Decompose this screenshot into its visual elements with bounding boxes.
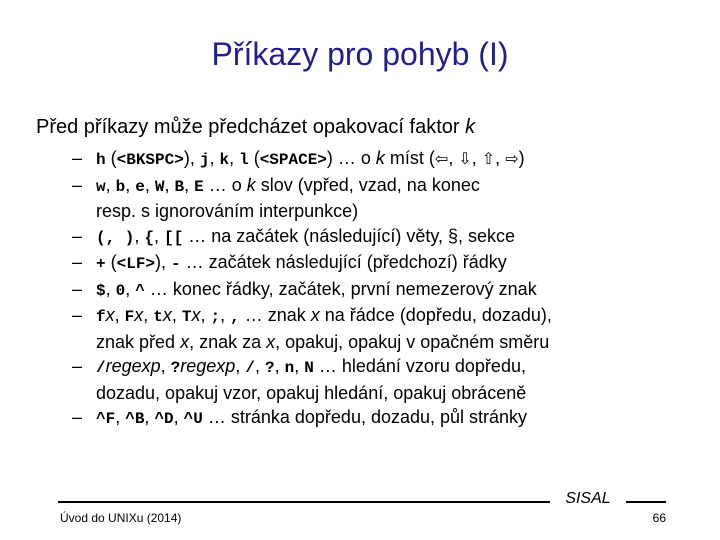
item-text: (: [105, 148, 117, 168]
command-key: <SPACE>: [259, 151, 327, 169]
italic-term: x: [162, 305, 172, 325]
item-text: slov (vpřed, vzad, na konec: [255, 174, 480, 195]
item-text: … o: [203, 174, 247, 195]
list-item: [72, 277, 672, 304]
list-item: [72, 303, 672, 354]
item-text: dozadu, opakuj vzor, opakuj hledání, opakuj obráceně: [96, 382, 527, 403]
bullet-dash: –: [72, 305, 83, 325]
item-text: … znak: [239, 305, 311, 325]
item-text: , opakuj, opakuj v opačném směru: [275, 331, 550, 352]
list-item: [72, 146, 672, 173]
italic-term: k: [246, 174, 256, 195]
command-key: ^F: [96, 410, 116, 428]
footer-sisal: SISAL: [565, 490, 611, 507]
command-key: ^U: [183, 410, 203, 428]
item-text: ) … o: [326, 148, 376, 168]
command-key: B: [174, 177, 185, 196]
command-key: W: [154, 177, 165, 196]
bullet-dash: –: [72, 174, 83, 195]
item-text: ,: [173, 407, 184, 427]
command-key: /: [245, 359, 255, 377]
item-text: ,: [115, 407, 126, 427]
footer-rule-left: [58, 501, 550, 503]
item-text: ,: [154, 225, 165, 246]
command-key: -: [171, 255, 181, 273]
command-key: ^B: [125, 410, 145, 428]
arrow-icon: ⇦: [434, 151, 449, 168]
item-text: , znak za: [189, 331, 267, 352]
command-key: T: [181, 308, 192, 326]
item-text: ,: [209, 148, 220, 168]
command-key: ;: [210, 308, 221, 326]
arrow-icon: ⇧: [481, 151, 496, 168]
command-key: n: [284, 359, 295, 377]
command-key: <BKSPC>: [116, 151, 184, 169]
item-text: … konec řádky, začátek, první nemezerový znak: [144, 278, 537, 299]
item-text: (: [248, 148, 260, 168]
item-text: ): [518, 148, 525, 168]
italic-term: regexp: [105, 356, 161, 376]
item-text: ,: [254, 356, 265, 376]
item-text: ,: [200, 305, 211, 325]
footer-rule-right: [626, 501, 666, 503]
list-item: [72, 173, 672, 224]
bullet-dash: –: [72, 225, 83, 246]
command-key: f: [96, 308, 106, 326]
item-text: ,: [144, 174, 155, 195]
arrow-icon: ⇩: [458, 151, 472, 168]
item-text: ,: [114, 305, 125, 325]
italic-term: x: [266, 331, 276, 352]
item-text: znak před: [96, 331, 181, 352]
command-key: ?: [170, 359, 181, 377]
footer-course: Úvod do UNIXu (2014): [60, 511, 182, 525]
command-key: w: [96, 177, 106, 196]
command-key: {: [144, 228, 155, 247]
item-text: … na začátek (následující) věty, §, sekce: [183, 225, 516, 246]
item-text: … hledání vzoru dopředu,: [313, 356, 526, 376]
item-text: ,: [235, 356, 246, 376]
item-text: … začátek následující (předchozí) řádky: [180, 252, 507, 272]
command-key: ?: [264, 359, 275, 377]
list-item: [72, 224, 672, 251]
command-list: [72, 146, 672, 432]
item-text: ,: [134, 225, 145, 246]
item-text: ,: [274, 356, 285, 376]
item-text: … stránka dopředu, dozadu, půl stránky: [202, 407, 528, 427]
italic-term: k: [375, 148, 385, 168]
item-text: ,: [184, 174, 195, 195]
item-text: ,: [294, 356, 305, 376]
item-text: (: [105, 252, 117, 272]
slide-title: Příkazy pro pohyb (I): [211, 36, 509, 72]
lead-text: [36, 116, 475, 139]
italic-term: regexp: [180, 356, 236, 376]
item-text: ,: [144, 407, 155, 427]
command-key: (, ): [96, 228, 135, 247]
item-text: ),: [183, 148, 200, 168]
item-text: ,: [125, 278, 136, 299]
item-text: resp. s ignorováním interpunkce): [96, 201, 359, 221]
list-item: [72, 405, 672, 432]
command-key: $: [96, 281, 106, 300]
bullet-dash: –: [72, 148, 83, 168]
item-text: ,: [164, 174, 175, 195]
command-key: j: [199, 151, 210, 169]
lead-text-variable: k: [465, 116, 476, 138]
command-key: ^: [135, 281, 145, 300]
item-text: ),: [155, 252, 172, 272]
italic-term: x: [191, 305, 201, 325]
item-text: ,: [125, 174, 136, 195]
item-text: míst (: [384, 148, 435, 168]
command-key: h: [96, 151, 106, 169]
command-key: N: [304, 359, 314, 377]
italic-term: x: [310, 305, 320, 325]
command-key: ^D: [154, 410, 174, 428]
italic-term: x: [134, 305, 144, 325]
italic-term: x: [105, 305, 115, 325]
command-key: t: [153, 308, 163, 326]
item-text: ,: [220, 305, 231, 325]
item-text: ,: [495, 148, 506, 168]
bullet-dash: –: [72, 278, 83, 299]
list-item: [72, 250, 672, 277]
command-key: <LF>: [116, 255, 156, 273]
item-text: ,: [471, 148, 482, 168]
command-key: ,: [230, 308, 240, 326]
item-text: ,: [105, 174, 116, 195]
bullet-dash: –: [72, 252, 83, 272]
bullet-dash: –: [72, 407, 83, 427]
command-key: /: [96, 359, 106, 377]
command-key: k: [219, 151, 230, 169]
command-key: [[: [164, 228, 184, 247]
command-key: +: [96, 255, 106, 273]
item-text: ,: [105, 278, 116, 299]
item-text: ,: [160, 356, 171, 376]
lead-text-main: Před příkazy může předcházet opakovací faktor: [36, 116, 466, 138]
command-key: l: [239, 151, 249, 169]
item-text: na řádce (dopředu, dozadu),: [319, 305, 552, 325]
item-text: ,: [143, 305, 154, 325]
italic-term: x: [180, 331, 190, 352]
command-key: b: [115, 177, 126, 196]
item-text: ,: [448, 148, 459, 168]
command-key: e: [135, 177, 145, 196]
command-key: F: [124, 308, 135, 326]
page-number: 66: [652, 511, 666, 525]
bullet-dash: –: [72, 356, 83, 376]
command-key: E: [194, 177, 204, 196]
item-text: ,: [229, 148, 240, 168]
command-key: 0: [115, 281, 126, 300]
list-item: [72, 354, 672, 405]
arrow-icon: ⇨: [505, 151, 519, 168]
item-text: ,: [171, 305, 182, 325]
